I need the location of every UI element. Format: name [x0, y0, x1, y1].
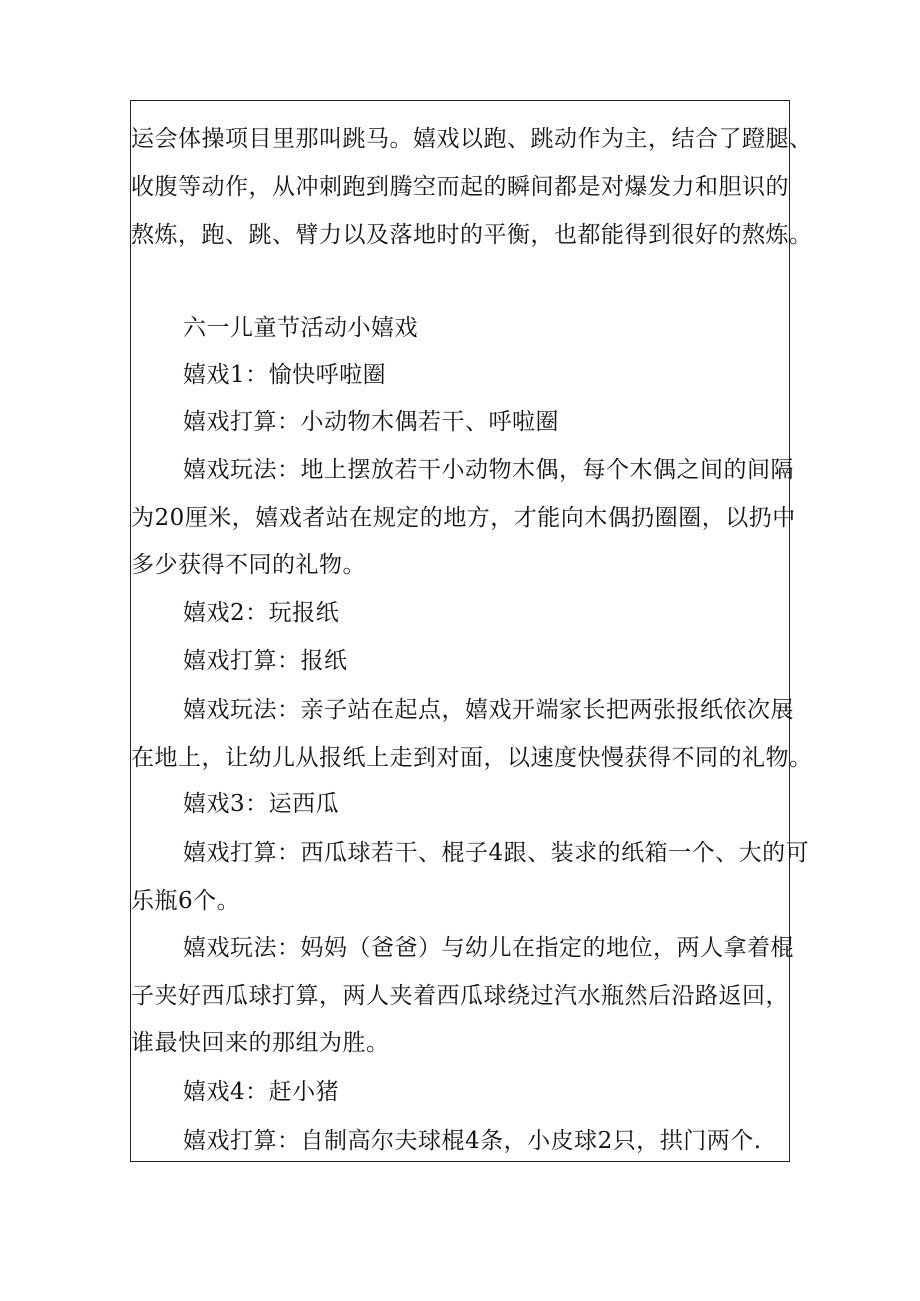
document-frame [130, 100, 813, 1162]
game1-play-line-1: 嬉戏玩法：地上摆放若干小动物木偶，每个木偶之间的间隔 [183, 457, 794, 483]
game2-materials: 嬉戏打算：报纸 [183, 648, 348, 674]
game4-materials: 嬉戏打算：自制高尔夫球棍4条，小皮球2只，拱门两个. [183, 1128, 762, 1154]
game3-title: 嬉戏3：运西瓜 [183, 791, 340, 817]
section-title: 六一儿童节活动小嬉戏 [183, 315, 418, 341]
game3-play-line-1: 嬉戏玩法：妈妈（爸爸）与幼儿在指定的地位，两人拿着棍 [183, 935, 794, 961]
game3-play-line-2: 子夹好西瓜球打算，两人夹着西瓜球绕过汽水瓶然后沿路返回， [131, 983, 789, 1009]
intro-line-2: 收腹等动作，从冲刺跑到腾空而起的瞬间都是对爆发力和胆识的 [131, 174, 789, 200]
game3-play-line-3: 谁最快回来的那组为胜。 [131, 1030, 390, 1056]
game2-title: 嬉戏2：玩报纸 [183, 600, 340, 626]
game1-materials: 嬉戏打算：小动物木偶若干、呼啦圈 [183, 409, 559, 435]
game2-play-line-2: 在地上，让幼儿从报纸上走到对面，以速度快慢获得不同的礼物。 [131, 745, 813, 771]
game1-play-line-3: 多少获得不同的礼物。 [131, 552, 366, 578]
game3-materials-line-1: 嬉戏打算：西瓜球若干、棍子4跟、装求的纸箱一个、大的可 [183, 840, 810, 866]
game1-title: 嬉戏1：愉快呼啦圈 [183, 362, 387, 388]
game1-play-line-2: 为20厘米，嬉戏者站在规定的地方，才能向木偶扔圈圈，以扔中 [131, 505, 796, 531]
intro-line-3: 熬炼，跑、跳、臂力以及落地时的平衡，也都能得到很好的熬炼。 [131, 222, 813, 248]
game4-title: 嬉戏4：赶小猪 [183, 1079, 340, 1105]
game2-play-line-1: 嬉戏玩法：亲子站在起点，嬉戏开端家长把两张报纸依次展 [183, 697, 794, 723]
intro-line-1: 运会体操项目里那叫跳马。嬉戏以跑、跳动作为主，结合了蹬腿、 [131, 126, 813, 152]
game3-materials-line-2: 乐瓶6个。 [131, 888, 241, 914]
